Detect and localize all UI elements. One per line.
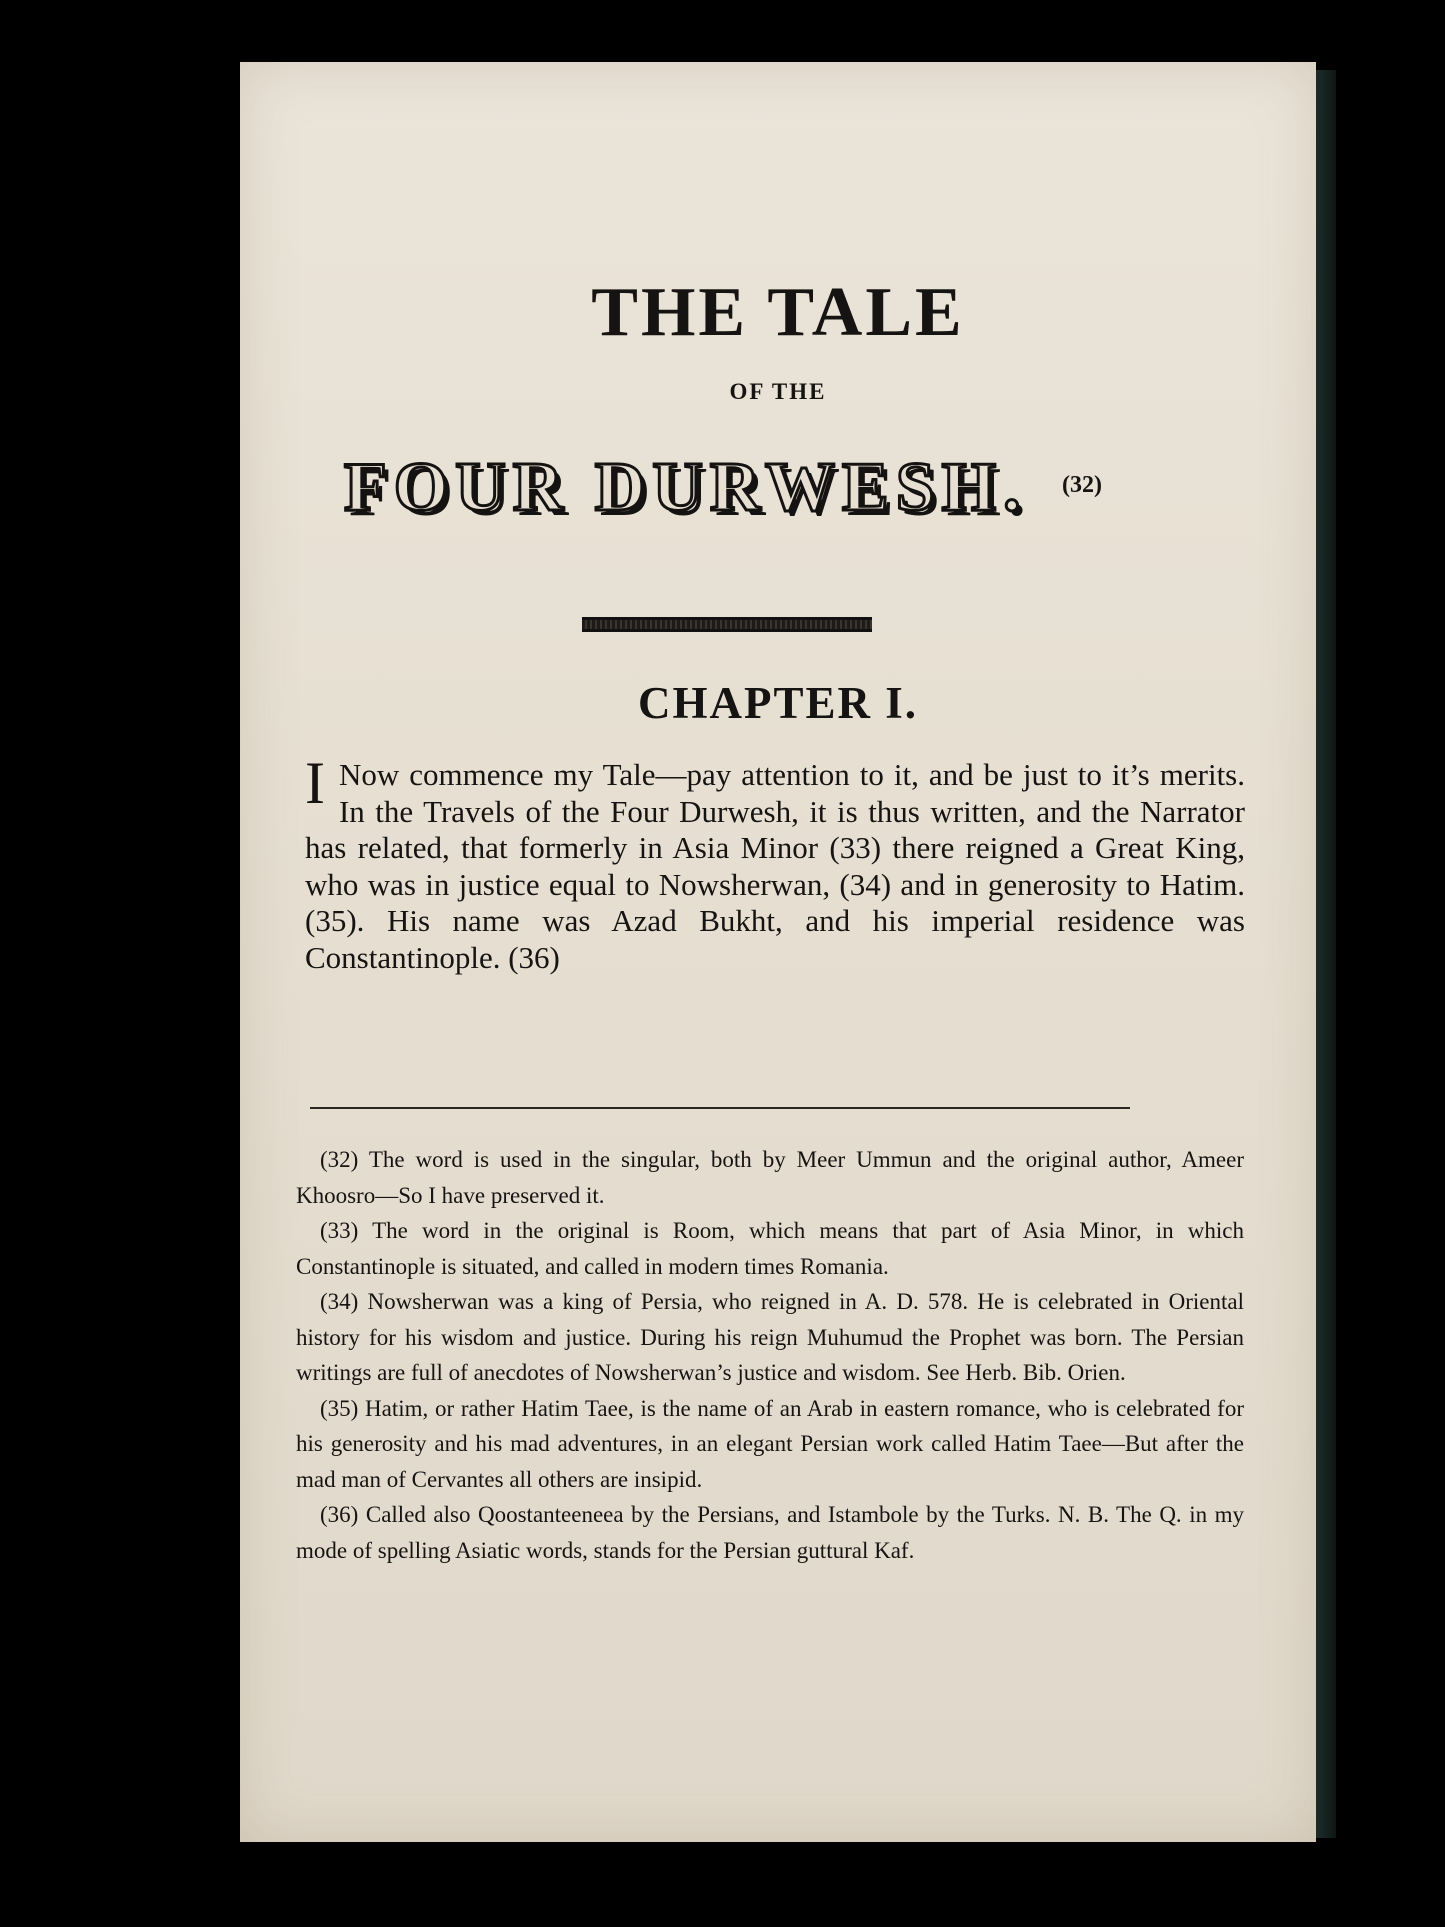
- title-line-3: FOUR DURWESH.: [344, 449, 1028, 526]
- chapter-heading: CHAPTER I.: [637, 678, 919, 728]
- title-footnote-ref: (32): [1062, 472, 1102, 498]
- footnote-rule: [310, 1107, 1130, 1109]
- body-text: Now commence my Tale—pay attention to it, and be just to it’s merits. In the Travels of the Four Durwesh, it is thus written, and the Narrator has related, that formerly in Asia Minor (33) there reigned a Great King, who was in justice equal to Nowsherwan, (34) and in generosity to Hatim. (35). His name was Azad Bukht, and his imperial residence was Constantinople. (36): [305, 757, 1245, 975]
- body-paragraph: [305, 750, 1245, 976]
- footnote-32: (32) The word is used in the singular, both by Meer Ummun and the original author, Ameer Khoosro—So I have preserved it.: [296, 1147, 1244, 1208]
- footnote-36: (36) Called also Qoostanteeneea by the Persians, and Istambole by the Turks. N. B. The Q. in my mode of spelling Asiatic words, stands for the Persian guttural Kaf.: [296, 1502, 1245, 1563]
- footnote-35: (35) Hatim, or rather Hatim Taee, is the name of an Arab in eastern romance, who is celebrated for his generosity and his mad adventures, in an elegant Persian work called Hatim Taee—But after the mad man of Cervantes all others are insipid.: [296, 1395, 1245, 1492]
- book-page: [240, 62, 1316, 1842]
- drop-cap: I: [305, 750, 325, 816]
- footnote-33: (33) The word in the original is Room, which means that part of Asia Minor, in which Constantinople is situated, and called in modern times Romania.: [296, 1218, 1244, 1279]
- title-line-1: THE TALE: [591, 274, 965, 351]
- footnotes: [296, 1142, 1244, 1568]
- title-line-2: OF THE: [729, 379, 827, 404]
- footnote-34: (34) Nowsherwan was a king of Persia, who reigned in A. D. 578. He is celebrated in Oriental history for his wisdom and justice. During his reign Muhumud the Prophet was born. The Persian writings are full of anecdotes of Nowsherwan’s justice and wisdom. See Herb. Bib. Orien.: [296, 1289, 1245, 1385]
- ornamental-rule: [582, 617, 872, 632]
